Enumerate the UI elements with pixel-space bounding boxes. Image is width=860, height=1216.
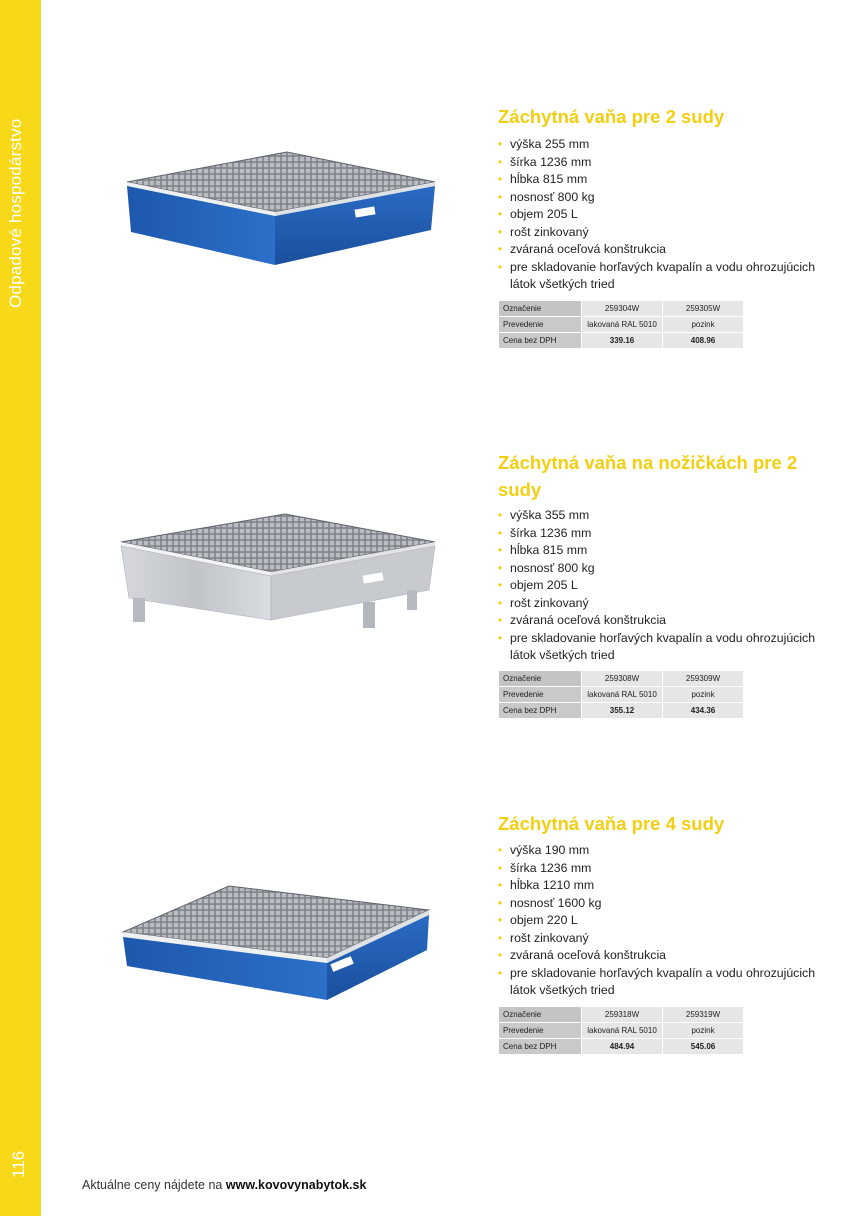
product-title: Záchytná vaňa pre 4 sudy [498, 813, 725, 834]
bullet-icon: • [498, 172, 503, 186]
bullet-icon: • [498, 259, 503, 274]
bullet-icon: • [498, 895, 503, 910]
bullet-icon: • [498, 137, 503, 151]
list-item: • objem 205 L [498, 206, 818, 224]
spill-tray-4-barrels-blue-icon [95, 850, 455, 1080]
list-item: • zváraná oceľová konštrukcia [498, 947, 818, 965]
product-image [95, 850, 455, 1080]
page-number: 116 [9, 1150, 28, 1178]
table-cell: 339.16 [582, 333, 663, 349]
table-cell: 259304W [582, 301, 663, 317]
list-item: • zváraná oceľová konštrukcia [498, 241, 818, 259]
table-row [499, 687, 744, 703]
bullet-icon: • [498, 613, 503, 627]
price-table [498, 300, 744, 349]
bullet-icon: • [498, 913, 503, 927]
bullet-icon: • [498, 878, 503, 892]
table-cell: 259318W [582, 1007, 663, 1023]
row-label: Označenie [499, 1007, 582, 1023]
bullet-icon: • [498, 578, 503, 592]
list-item: • rošt zinkovaný [498, 930, 818, 948]
bullet-icon: • [498, 860, 503, 875]
table-row [499, 301, 744, 317]
bullet-icon: • [498, 154, 503, 169]
table-cell: lakovaná RAL 5010 [582, 1023, 663, 1039]
bullet-icon: • [498, 595, 503, 610]
table-row [499, 317, 744, 333]
row-label: Označenie [499, 671, 582, 687]
footer-text: Aktuálne ceny nájdete na [82, 1178, 223, 1192]
table-cell: 259305W [663, 301, 744, 317]
table-cell: 408.96 [663, 333, 744, 349]
table-cell: 259319W [663, 1007, 744, 1023]
row-label: Cena bez DPH [499, 333, 582, 349]
row-label: Cena bez DPH [499, 703, 582, 719]
table-cell: lakovaná RAL 5010 [582, 317, 663, 333]
table-cell: 484.94 [582, 1039, 663, 1055]
row-label: Prevedenie [499, 317, 582, 333]
row-label: Označenie [499, 301, 582, 317]
table-row [499, 1023, 744, 1039]
table-cell: lakovaná RAL 5010 [582, 687, 663, 703]
bullet-icon: • [498, 843, 503, 857]
spec-list [498, 842, 818, 1000]
list-item: • nosnosť 1600 kg [498, 895, 818, 913]
table-row [499, 333, 744, 349]
footer [82, 1178, 366, 1192]
table-cell: 355.12 [582, 703, 663, 719]
bullet-icon: • [498, 525, 503, 540]
bullet-icon: • [498, 930, 503, 945]
table-cell: pozink [663, 317, 744, 333]
bullet-icon: • [498, 965, 503, 980]
table-row [499, 1007, 744, 1023]
table-row [499, 703, 744, 719]
list-item: • pre skladovanie horľavých kvapalín a vodu ohrozujúcich látok všetkých tried [498, 259, 816, 291]
price-table [498, 1006, 744, 1055]
list-item: • rošt zinkovaný [498, 595, 818, 613]
spec-list [498, 507, 818, 665]
section-title: Odpadové hospodárstvo [6, 118, 25, 308]
row-label: Cena bez DPH [499, 1039, 582, 1055]
product-image [95, 480, 455, 710]
list-item: • výška 190 mm [498, 842, 818, 860]
list-item: • nosnosť 800 kg [498, 189, 818, 207]
table-cell: 545.06 [663, 1039, 744, 1055]
table-cell: 259308W [582, 671, 663, 687]
product-image [95, 120, 455, 350]
bullet-icon: • [498, 207, 503, 221]
list-item: • objem 205 L [498, 577, 818, 595]
list-item: • pre skladovanie horľavých kvapalín a vodu ohrozujúcich látok všetkých tried [498, 630, 816, 662]
bullet-icon: • [498, 508, 503, 522]
list-item: • pre skladovanie horľavých kvapalín a vodu ohrozujúcich látok všetkých tried [498, 965, 816, 997]
table-cell: 434.36 [663, 703, 744, 719]
list-item: • výška 255 mm [498, 136, 818, 154]
product-title: Záchytná vaňa pre 2 sudy [498, 106, 725, 127]
row-label: Prevedenie [499, 1023, 582, 1039]
bullet-icon: • [498, 948, 503, 962]
list-item: • šírka 1236 mm [498, 860, 818, 878]
bullet-icon: • [498, 560, 503, 575]
spill-tray-2-barrels-legs-galvanized-icon [95, 480, 455, 710]
table-cell: 259309W [663, 671, 744, 687]
list-item: • výška 355 mm [498, 507, 818, 525]
bullet-icon: • [498, 543, 503, 557]
list-item: • nosnosť 800 kg [498, 560, 818, 578]
list-item: • hĺbka 815 mm [498, 171, 818, 189]
sidebar [0, 0, 41, 1216]
list-item: • zváraná oceľová konštrukcia [498, 612, 818, 630]
product-title: Záchytná vaňa na nožičkách pre 2 sudy [498, 452, 798, 500]
list-item: • šírka 1236 mm [498, 154, 818, 172]
list-item: • šírka 1236 mm [498, 525, 818, 543]
website-link[interactable]: www.kovovynabytok.sk [225, 1178, 367, 1192]
list-item: • hĺbka 1210 mm [498, 877, 818, 895]
row-label: Prevedenie [499, 687, 582, 703]
spill-tray-2-barrels-blue-icon [95, 120, 455, 350]
list-item: • objem 220 L [498, 912, 818, 930]
bullet-icon: • [498, 224, 503, 239]
bullet-icon: • [498, 242, 503, 256]
list-item: • rošt zinkovaný [498, 224, 818, 242]
spec-list [498, 136, 818, 294]
table-cell: pozink [663, 687, 744, 703]
price-table [498, 670, 744, 719]
table-row [499, 1039, 744, 1055]
table-row [499, 671, 744, 687]
bullet-icon: • [498, 189, 503, 204]
bullet-icon: • [498, 630, 503, 645]
list-item: • hĺbka 815 mm [498, 542, 818, 560]
table-cell: pozink [663, 1023, 744, 1039]
